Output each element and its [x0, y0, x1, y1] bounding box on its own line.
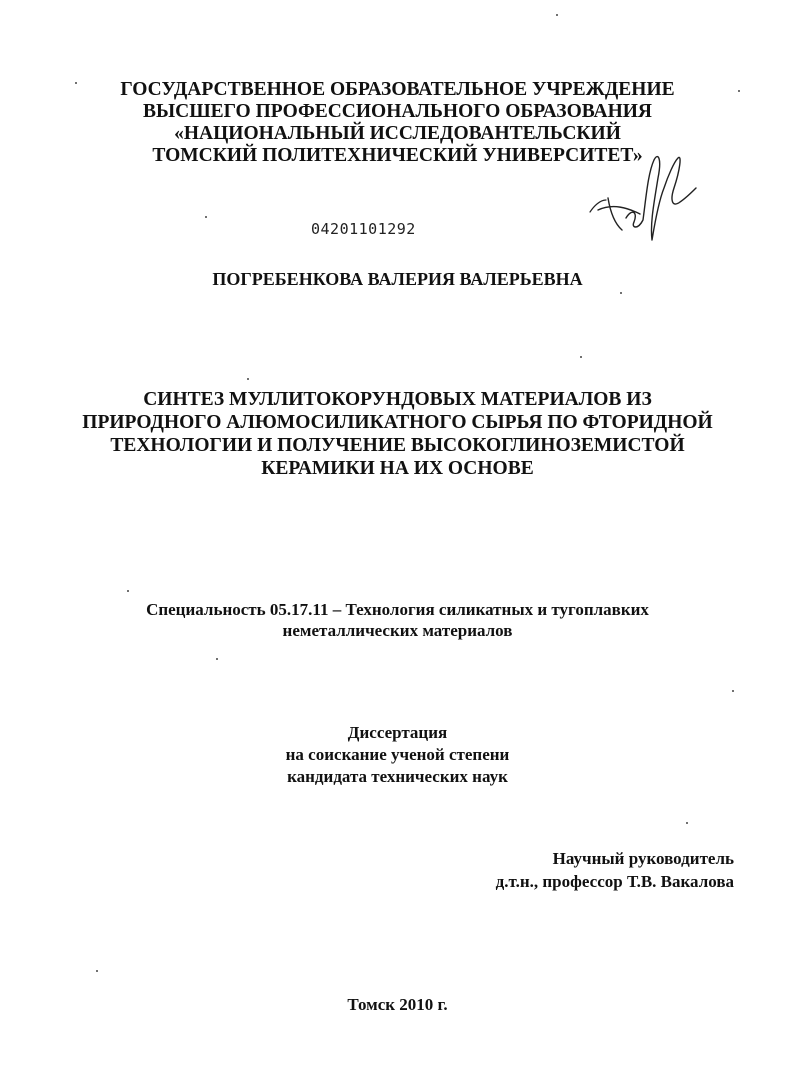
scan-speck — [738, 90, 740, 92]
institution-line-1: ГОСУДАРСТВЕННОЕ ОБРАЗОВАТЕЛЬНОЕ УЧРЕЖДЕНИЕ — [120, 79, 675, 100]
signature-mark — [588, 148, 698, 248]
record-number: 04201101292 — [311, 220, 416, 238]
title-line-1: СИНТЕЗ МУЛЛИТОКОРУНДОВЫХ МАТЕРИАЛОВ ИЗ — [143, 389, 652, 410]
scan-speck — [75, 82, 77, 84]
supervisor-label: Научный руководитель — [552, 849, 734, 868]
specialty-line-2: неметаллических материалов — [282, 621, 513, 640]
scan-speck — [216, 658, 218, 660]
supervisor-name: д.т.н., профессор Т.В. Вакалова — [495, 872, 734, 891]
scan-speck — [686, 822, 688, 824]
scan-speck — [732, 690, 734, 692]
degree-line-2: на соискание ученой степени — [285, 745, 510, 764]
title-line-4: КЕРАМИКИ НА ИХ ОСНОВЕ — [261, 458, 534, 479]
institution-line-2: ВЫСШЕГО ПРОФЕССИОНАЛЬНОГО ОБРАЗОВАНИЯ — [142, 101, 653, 122]
degree-line-3: кандидата технических наук — [287, 767, 508, 786]
supervisor-block — [496, 847, 734, 893]
scan-speck — [96, 970, 98, 972]
title-line-2: ПРИРОДНОГО АЛЮМОСИЛИКАТНОГО СЫРЬЯ ПО ФТОРИДНОЙ — [82, 412, 713, 433]
specialty-line-1: Специальность 05.17.11 – Технология силикатных и тугоплавких — [146, 600, 649, 619]
degree-line-1: Диссертация — [347, 723, 448, 742]
scan-speck — [556, 14, 558, 16]
author-name: ПОГРЕБЕНКОВА ВАЛЕРИЯ ВАЛЕРЬЕВНА — [212, 269, 583, 289]
scan-speck — [127, 590, 129, 592]
scan-speck — [620, 292, 622, 294]
place-year: Томск 2010 г. — [347, 995, 448, 1014]
scan-speck — [205, 216, 207, 218]
institution-line-4: ТОМСКИЙ ПОЛИТЕХНИЧЕСКИЙ УНИВЕРСИТЕТ» — [152, 145, 643, 166]
institution-line-3: «НАЦИОНАЛЬНЫЙ ИССЛЕДОВАНТЕЛЬСКИЙ — [174, 123, 621, 144]
scan-speck — [580, 356, 582, 358]
scan-speck — [247, 378, 249, 380]
title-line-3: ТЕХНОЛОГИИ И ПОЛУЧЕНИЕ ВЫСОКОГЛИНОЗЕМИСТОЙ — [110, 435, 685, 456]
